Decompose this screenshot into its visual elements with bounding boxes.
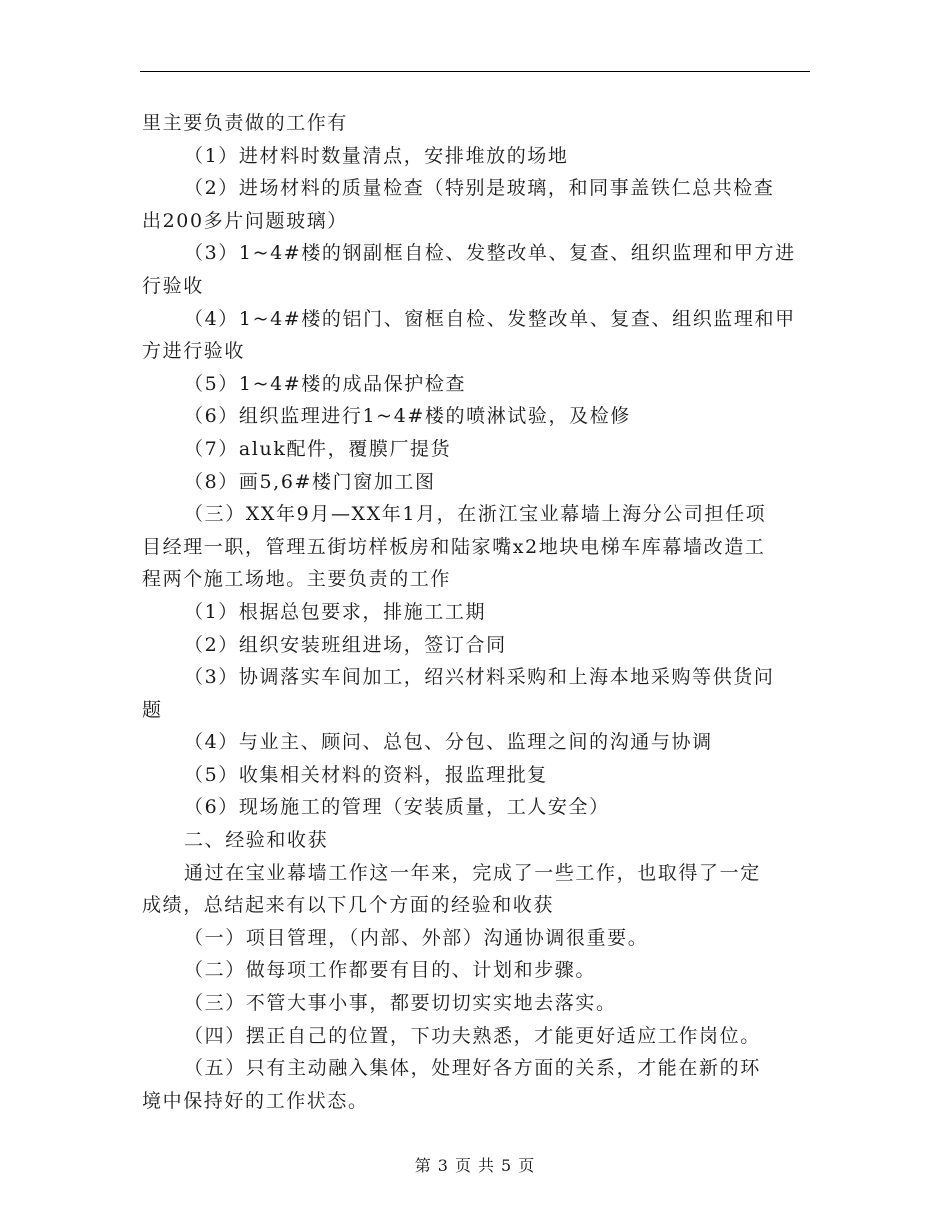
text-line: （三）不管大事小事，都要切切实实地去落实。: [184, 992, 617, 1015]
text-line: （6）组织监理进行1~4#楼的喷淋试验，及检修: [184, 405, 631, 428]
text-line: （1）进材料时数量清点，安排堆放的场地: [184, 144, 569, 167]
text-line: （4）与业主、顾问、总包、分包、监理之间的沟通与协调: [184, 731, 713, 754]
text-line: （7）aluk配件，覆膜厂提货: [184, 437, 452, 460]
text-line: （三）XX年9月—XX年1月，在浙江宝业幕墙上海分公司担任项: [184, 503, 767, 526]
footer-total-pages: 5: [501, 1156, 513, 1175]
header-rule: [140, 71, 810, 72]
text-line: （五）只有主动融入集体，处理好各方面的关系，才能在新的环: [184, 1057, 761, 1080]
document-body: [142, 107, 810, 1117]
text-line: （二）做每项工作都要有目的、计划和步骤。: [184, 959, 597, 982]
footer-prefix: 第: [414, 1156, 432, 1175]
text-line: （3）1~4#楼的钢副框自检、发整改单、复查、组织监理和甲方进: [184, 242, 796, 265]
text-line: 成绩，总结起来有以下几个方面的经验和收获: [142, 894, 555, 917]
footer-page-number: 3: [437, 1156, 449, 1175]
text-line: 题: [142, 698, 163, 721]
text-line: （一）项目管理，（内部、外部）沟通协调很重要。: [184, 926, 649, 949]
text-line: 方进行验收: [142, 340, 246, 363]
text-line: 目经理一职，管理五街坊样板房和陆家嘴x2地块电梯车库幕墙改造工: [142, 535, 766, 558]
text-line: （5）1~4#楼的成品保护检查: [184, 372, 467, 395]
text-line: （1）根据总包要求，排施工工期: [184, 600, 487, 623]
text-line: （4）1~4#楼的铝门、窗框自检、发整改单、复查、组织监理和甲: [184, 307, 796, 330]
page-footer: [0, 1153, 950, 1176]
text-line: （6）现场施工的管理（安装质量，工人安全）: [184, 796, 610, 819]
text-line: 出200多片问题玻璃）: [142, 209, 348, 232]
text-line: （2）进场材料的质量检查（特别是玻璃，和同事盖铁仁总共检查: [184, 177, 775, 200]
text-line: 二、经验和收获: [184, 829, 329, 852]
footer-suffix: 页: [518, 1156, 536, 1175]
text-line: （2）组织安装班组进场，签订合同: [184, 633, 507, 656]
footer-middle: 页 共: [454, 1156, 496, 1175]
text-line: 里主要负责做的工作有: [142, 112, 349, 134]
text-line: （3）协调落实车间加工，绍兴材料采购和上海本地采购等供货问: [184, 666, 775, 689]
text-line: （四）摆正自己的位置，下功夫熟悉，才能更好适应工作岗位。: [184, 1024, 761, 1047]
text-line: 通过在宝业幕墙工作这一年来，完成了一些工作，也取得了一定: [184, 861, 761, 884]
text-line: 程两个施工场地。主要负责的工作: [142, 568, 452, 591]
text-line: 境中保持好的工作状态。: [142, 1089, 369, 1112]
text-line: 行验收: [142, 274, 204, 297]
text-line: （8）画5,6#楼门窗加工图: [184, 470, 436, 493]
text-line: （5）收集相关材料的资料，报监理批复: [184, 763, 548, 786]
